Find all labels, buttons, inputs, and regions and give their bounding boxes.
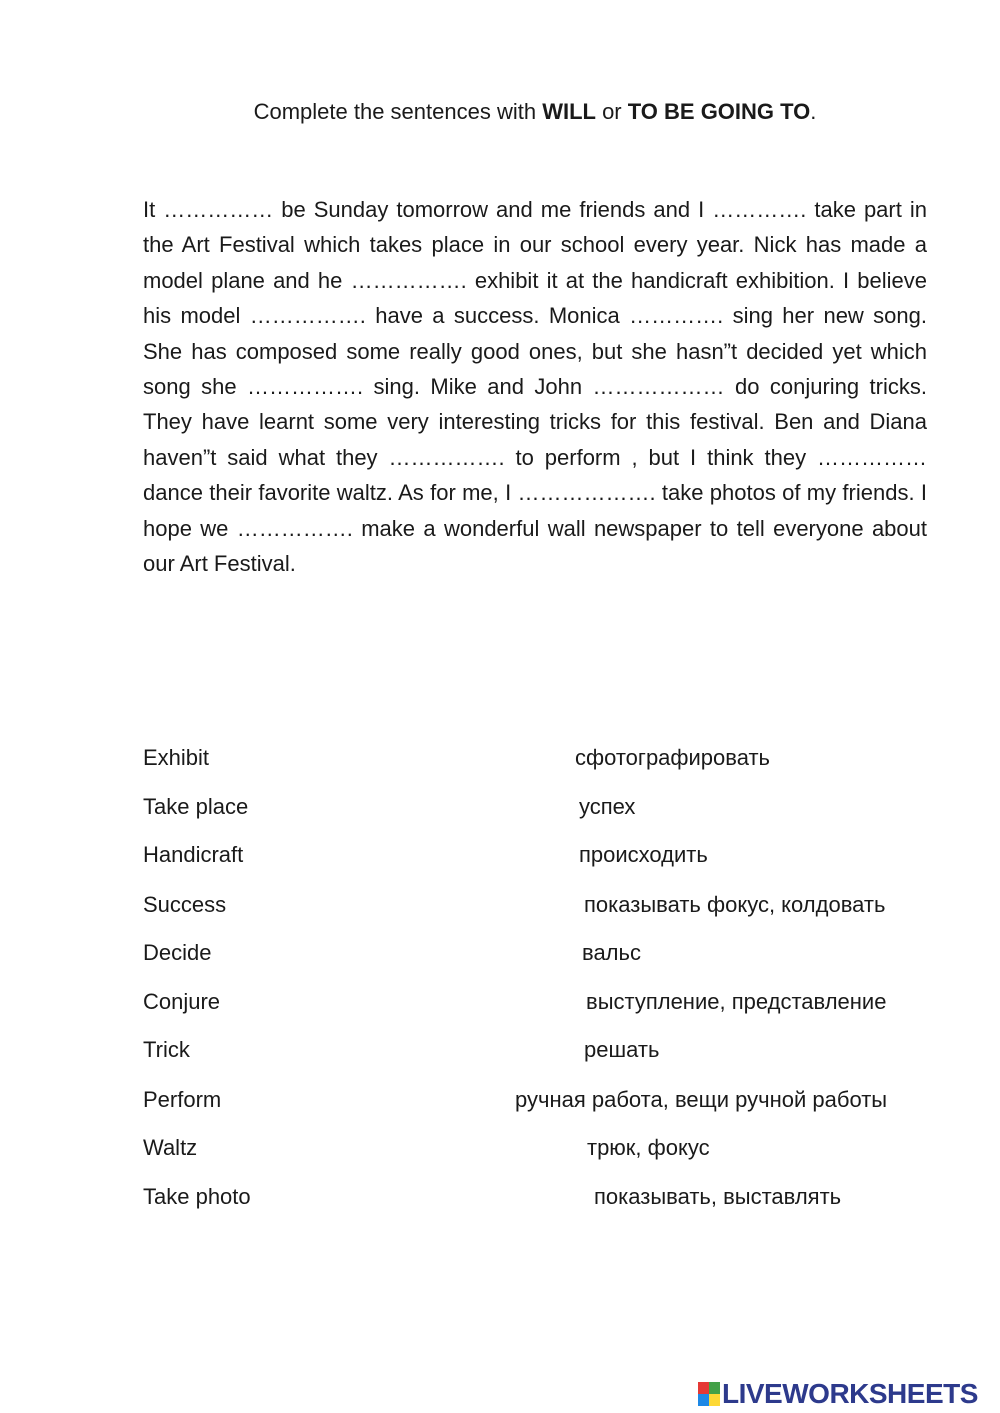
vocab-english: Handicraft xyxy=(143,842,244,867)
vocab-english: Perform xyxy=(143,1087,222,1112)
vocab-russian: вальс xyxy=(582,940,641,965)
gap-fill-passage: It …………… be Sunday tomorrow and me friends and I …………. take part in the Art Festival which takes place in our school every year. Nick has made a model plane and he ……………. exhibit it at the handicraft exhibition. I believe his model ……………. have a success. Monica …………. sing her new song. She has composed some really good ones, but she hasn”t decided yet which song she ……………. sing. Mike and John ……………… do conjuring tricks. They have learnt some very interesting tricks for this festival. Ben and Diana haven”t said what they ……………. to perform , but I think they …………… dance their favorite waltz. As for me, I ………………. take photos of my friends. I hope we ……………. make a wonderful wall newspaper to tell everyone about our Art Festival. xyxy=(143,197,927,577)
instruction-suffix: . xyxy=(810,99,817,124)
liveworksheets-logo xyxy=(698,1378,978,1410)
vocab-row xyxy=(0,1085,1000,1115)
vocab-english: Exhibit xyxy=(143,745,210,770)
vocab-russian: показывать, выставлять xyxy=(594,1184,842,1209)
vocab-row xyxy=(0,1182,1000,1212)
vocab-row xyxy=(0,1035,1000,1065)
vocab-russian: показывать фокус, колдовать xyxy=(584,892,886,917)
instruction xyxy=(0,97,1000,127)
vocab-row xyxy=(0,743,1000,773)
vocab-russian: выступление, представление xyxy=(586,989,887,1014)
vocab-english: Decide xyxy=(143,940,212,965)
vocab-row xyxy=(0,938,1000,968)
vocab-russian: сфотографировать xyxy=(575,745,771,770)
vocab-russian: трюк, фокус xyxy=(587,1135,710,1160)
instruction-going-to: TO BE GOING TO xyxy=(627,99,811,124)
vocab-english: Trick xyxy=(143,1037,190,1062)
logo-text: LIVEWORKSHEETS xyxy=(722,1378,978,1409)
vocab-row xyxy=(0,792,1000,822)
vocab-row xyxy=(0,890,1000,920)
vocab-row xyxy=(0,1133,1000,1163)
vocab-russian: успех xyxy=(579,794,636,819)
logo-square-red xyxy=(698,1382,709,1394)
vocab-english: Take place xyxy=(143,794,249,819)
instruction-prefix: Complete the sentences with xyxy=(253,99,543,124)
vocab-english: Take photo xyxy=(143,1184,251,1209)
vocab-russian: ручная работа, вещи ручной работы xyxy=(515,1087,888,1112)
vocab-russian: происходить xyxy=(579,842,708,867)
logo-square-yellow xyxy=(709,1394,720,1406)
liveworksheets-logo-icon xyxy=(698,1382,720,1406)
vocab-english: Conjure xyxy=(143,989,221,1014)
vocab-english: Waltz xyxy=(143,1135,198,1160)
vocab-russian: решать xyxy=(584,1037,660,1062)
instruction-or: or xyxy=(595,99,628,124)
vocab-english: Success xyxy=(143,892,227,917)
vocab-row xyxy=(0,987,1000,1017)
instruction-will: WILL xyxy=(542,99,596,124)
logo-square-blue xyxy=(698,1394,709,1406)
logo-square-green xyxy=(709,1382,720,1394)
vocab-row xyxy=(0,840,1000,870)
